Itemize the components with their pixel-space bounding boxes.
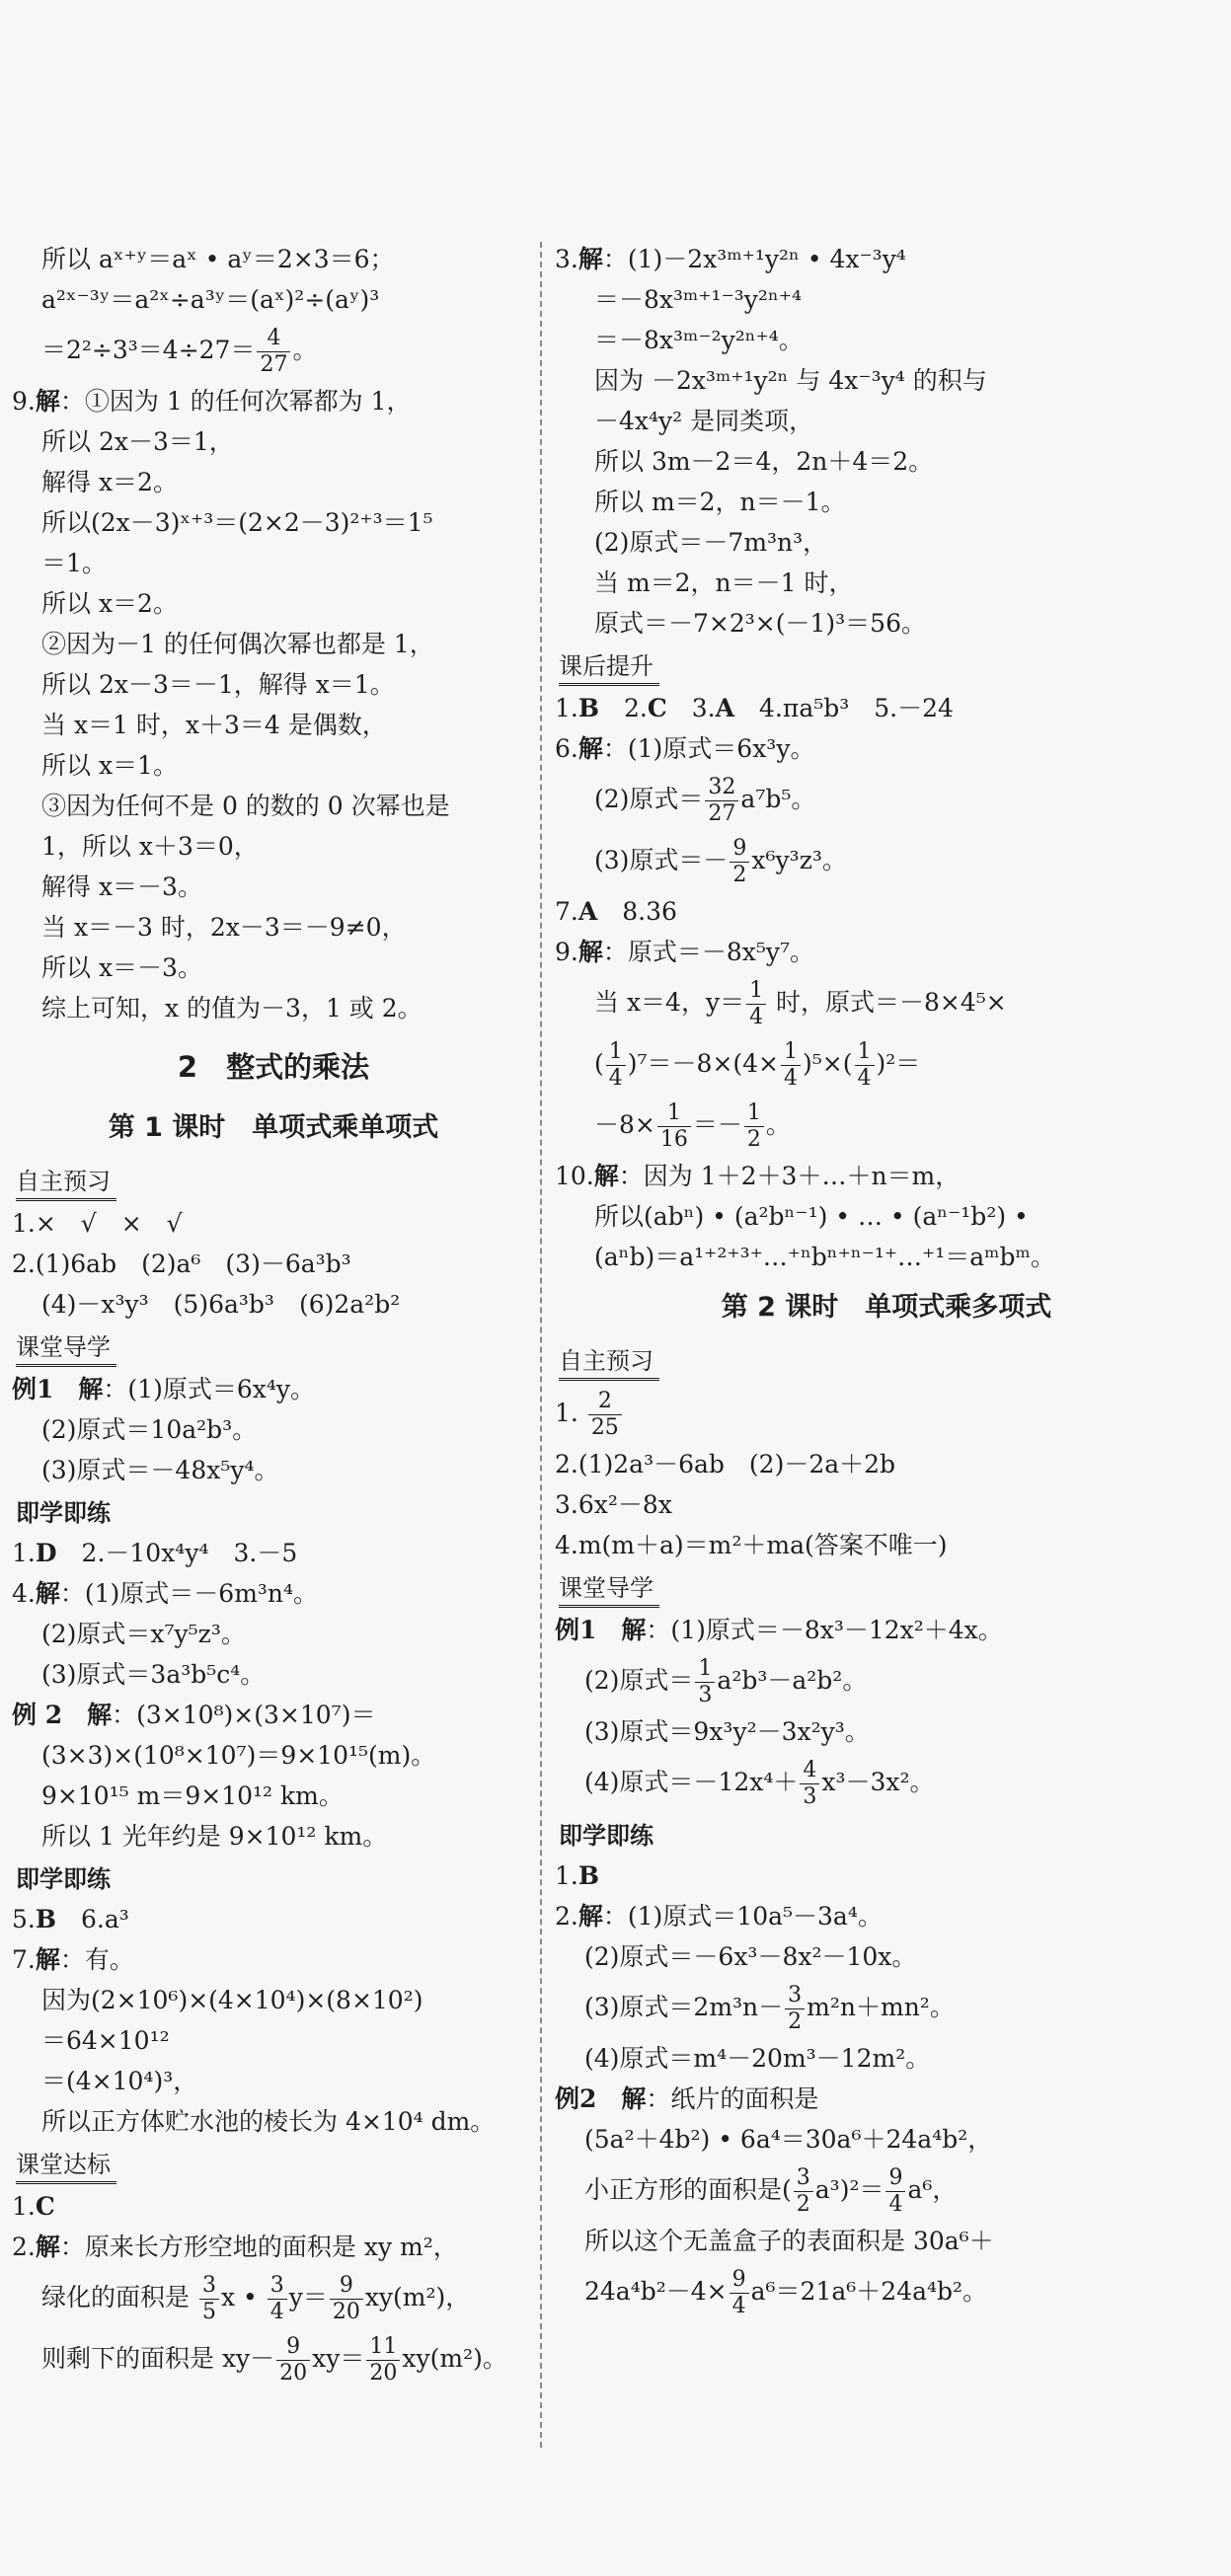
- section-heading-row: [12, 1856, 535, 1899]
- answer-line: 7.解：有。: [12, 1945, 134, 1974]
- answer-line: (4)－x³y³ (5)6a³b³ (6)2a²b²: [41, 1290, 401, 1319]
- answer-line: 因为(2×10⁶)×(4×10⁴)×(8×10²): [41, 1986, 423, 2014]
- answer-line: －8× $\frac{1}{16}$ ＝－ $\frac{1}{2}$ 。: [594, 1100, 791, 1152]
- answer-line: 所以(abⁿ) • (a²bⁿ⁻¹) • … • (aⁿ⁻¹b²) •: [594, 1202, 1029, 1231]
- answer-line: 所以 2x－3＝－1，解得 x＝1。: [41, 670, 395, 699]
- fraction: $\frac{1}{16}$: [657, 1100, 691, 1153]
- fraction: $\frac{1}{4}$: [606, 1039, 626, 1092]
- answer-line: 1.B 2.C 3.A 4.πa⁵b³ 5.－24: [555, 694, 954, 722]
- fraction: $\frac{32}{27}$: [705, 775, 738, 827]
- section-heading: 自主预习: [16, 1165, 116, 1201]
- answer-line: (4)原式＝m⁴－20m³－12m²。: [584, 2044, 931, 2073]
- fraction: $\frac{9}{4}$: [885, 2165, 905, 2218]
- fraction: $\frac{3}{2}$: [785, 1983, 805, 2035]
- fraction: $\frac{1}{2}$: [744, 1100, 764, 1153]
- answer-line: 4.m(m＋a)＝m²＋ma(答案不唯一): [555, 1531, 948, 1559]
- column-divider: [540, 242, 542, 2448]
- section-heading: 课堂导学: [16, 1330, 116, 1367]
- fraction: $\frac{1}{4}$: [781, 1039, 801, 1092]
- fraction: $\frac{1}{3}$: [695, 1656, 715, 1708]
- section-heading-row: [12, 2142, 535, 2186]
- answer-line: 6.解：(1)原式＝6x³y。: [555, 734, 815, 763]
- answer-line: 9.解：①因为 1 的任何次幂都为 1，: [12, 387, 412, 416]
- answer-line: ＝－8x³ᵐ⁻²y²ⁿ⁺⁴。: [594, 326, 804, 354]
- answer-line: ＝(4×10⁴)³，: [41, 2067, 198, 2095]
- answer-line: ( $\frac{1}{4}$ )⁷＝－8×(4× $\frac{1}{4}$ )⁵×( $\frac{1}{4}$ )²＝: [594, 1039, 921, 1091]
- fraction: $\frac{4}{3}$: [800, 1758, 819, 1810]
- answer-line: (3)原式＝9x³y²－3x²y³。: [584, 1717, 870, 1746]
- fraction: $\frac{3}{5}$: [199, 2273, 219, 2325]
- answer-line: 则剩下的面积是 xy－ $\frac{9}{20}$ xy＝ $\frac{11}{20}$ xy(m²)。: [41, 2334, 507, 2386]
- answer-line: 所以 2x－3＝1，: [41, 427, 234, 456]
- answer-line: ③因为任何不是 0 的数的 0 次幂也是: [41, 792, 450, 820]
- answer-line: 当 x＝1 时，x＋3＝4 是偶数，: [41, 711, 387, 739]
- answer-line: 小正方形的面积是( $\frac{3}{2}$ a³)²＝ $\frac{9}{4}$ a⁶，: [584, 2165, 958, 2217]
- answer-line: 7.A 8.36: [555, 897, 677, 926]
- fraction: $\frac{1}{4}$: [746, 978, 766, 1030]
- answer-line: 9.解：原式＝－8x⁵y⁷。: [555, 938, 815, 966]
- answer-line: (2)原式＝ $\frac{32}{27}$ a⁷b⁵。: [594, 775, 816, 826]
- answer-line: 3.解：(1)－2x³ᵐ⁺¹y²ⁿ • 4x⁻³y⁴: [555, 245, 906, 273]
- answer-line: 1.B: [555, 1861, 599, 1890]
- fraction: $\frac{9}{2}$: [730, 836, 749, 888]
- answer-line: 所以 x＝－3。: [41, 953, 202, 982]
- fraction: $\frac{11}{20}$: [366, 2334, 400, 2387]
- answer-line: 2.解：原来长方形空地的面积是 xy m²，: [12, 2233, 458, 2261]
- answer-line: 1，所以 x＋3＝0，: [41, 832, 259, 861]
- answer-line: (2)原式＝10a²b³。: [41, 1415, 258, 1444]
- left-column: [12, 239, 535, 2450]
- fraction: $\frac{9}{4}$: [730, 2267, 749, 2319]
- answer-line: a²ˣ⁻³ʸ＝a²ˣ÷a³ʸ＝(aˣ)²÷(aʸ)³: [41, 285, 380, 314]
- answer-line: 所以 x＝1。: [41, 751, 178, 780]
- answer-line: (2)原式＝ $\frac{1}{3}$ a²b³－a²b²。: [584, 1656, 868, 1707]
- answer-line: 所以 1 光年约是 9×10¹² km。: [41, 1822, 388, 1851]
- answer-line: 综上可知，x 的值为－3，1 或 2。: [41, 994, 423, 1023]
- fraction: $\frac{3}{4}$: [268, 2273, 287, 2325]
- answer-line: 2.(1)6ab (2)a⁶ (3)－6a³b³: [12, 1250, 351, 1278]
- answer-line: 1.× √ × √: [12, 1209, 183, 1238]
- answer-line: 5.B 6.a³: [12, 1905, 129, 1933]
- answer-line: (2)原式＝－7m³n³，: [594, 528, 828, 557]
- fraction: $\frac{3}{2}$: [794, 2165, 813, 2218]
- section-heading-row: [555, 1565, 1218, 1610]
- answer-line: (3)原式＝2m³n－ $\frac{3}{2}$ m²n＋mn²。: [584, 1983, 955, 2034]
- answer-line: 所以 m＝2，n＝－1。: [594, 488, 846, 516]
- answer-line: 24a⁴b²－4× $\frac{9}{4}$ a⁶＝21a⁶＋24a⁴b²。: [584, 2267, 988, 2318]
- answer-line: 例1 解：(1)原式＝6x⁴y。: [12, 1375, 315, 1403]
- answer-line: (3×3)×(10⁸×10⁷)＝9×10¹⁵(m)。: [41, 1741, 436, 1770]
- answer-line: (aⁿb)＝a¹⁺²⁺³⁺…⁺ⁿbⁿ⁺ⁿ⁻¹⁺…⁺¹＝aᵐbᵐ。: [594, 1243, 1055, 1271]
- section-heading-row: [555, 1813, 1218, 1856]
- answer-line: ＝2²÷3³＝4÷27＝ $\frac{4}{27}$ 。: [41, 326, 318, 377]
- right-column: [555, 239, 1218, 2450]
- answer-line: (2)原式＝－6x³－8x²－10x。: [584, 1942, 917, 1971]
- answer-line: 例 2 解：(3×10⁸)×(3×10⁷)＝: [12, 1701, 376, 1729]
- fraction: $\frac{1}{4}$: [855, 1039, 875, 1092]
- section-heading: 即学即练: [559, 1822, 654, 1850]
- answer-line: 所以正方体贮水池的棱长为 4×10⁴ dm。: [41, 2107, 496, 2136]
- fraction: $\frac{9}{20}$: [330, 2273, 363, 2325]
- answer-line: 当 x＝－3 时，2x－3＝－9≠0，: [41, 913, 407, 942]
- answer-line: 当 x＝4，y＝ $\frac{1}{4}$ 时，原式＝－8×4⁵×: [594, 978, 1007, 1029]
- section-heading: 课后提升: [559, 649, 659, 686]
- section-title: 2 整式的乘法: [177, 1050, 370, 1084]
- answer-line: ②因为－1 的任何偶次幂也都是 1，: [41, 630, 434, 658]
- answer-line: 1.C: [12, 2192, 55, 2221]
- answer-line: 所以(2x－3)ˣ⁺³＝(2×2－3)²⁺³＝1⁵: [41, 508, 433, 537]
- answer-line: 例1 解：(1)原式＝－8x³－12x²＋4x。: [555, 1616, 1003, 1644]
- answer-line: 所以 3m－2＝4，2n＋4＝2。: [594, 447, 934, 476]
- answer-line: (4)原式＝－12x⁴＋ $\frac{4}{3}$ x³－3x²。: [584, 1758, 935, 1809]
- answer-line: 1.D 2.－10x⁴y⁴ 3.－5: [12, 1539, 298, 1567]
- answer-line: 因为 －2x³ᵐ⁺¹y²ⁿ 与 4x⁻³y⁴ 的积与: [594, 366, 987, 395]
- answer-line: 10.解：因为 1＋2＋3＋…＋n＝m，: [555, 1162, 961, 1190]
- answer-line: 例2 解：纸片的面积是: [555, 2084, 819, 2113]
- fraction: $\frac{4}{27}$: [257, 326, 290, 378]
- answer-line: 2.(1)2a³－6ab (2)－2a＋2b: [555, 1450, 896, 1478]
- answer-line: 1. $\frac{2}{25}$: [555, 1383, 1218, 1444]
- answer-line: (2)原式＝x⁷y⁵z³。: [41, 1620, 246, 1648]
- section-heading: 自主预习: [559, 1344, 659, 1381]
- section-heading: 即学即练: [16, 1499, 111, 1527]
- answer-line: ＝1。: [41, 549, 107, 577]
- answer-line: (3)原式＝3a³b⁵c⁴。: [41, 1660, 266, 1689]
- section-heading: 即学即练: [16, 1865, 111, 1893]
- answer-line: ＝64×10¹²: [41, 2026, 170, 2055]
- section-heading-row: [12, 1325, 535, 1369]
- answer-line: 绿化的面积是 $\frac{3}{5}$ x • $\frac{3}{4}$ y＝ $\frac{9}{20}$ xy(m²)，: [41, 2273, 471, 2324]
- answer-line: 2.解：(1)原式＝10a⁵－3a⁴。: [555, 1902, 883, 1931]
- section-heading-row: [12, 1490, 535, 1533]
- section-heading-row: [555, 1338, 1218, 1383]
- fraction: $\frac{2}{25}$: [588, 1389, 622, 1441]
- section-heading-row: [555, 644, 1218, 688]
- answer-line: 9×10¹⁵ m＝9×10¹² km。: [41, 1781, 344, 1810]
- lesson-title: 第 1 课时 单项式乘单项式: [108, 1112, 439, 1143]
- answer-line: 4.解：(1)原式＝－6m³n⁴。: [12, 1579, 319, 1608]
- answer-line: 所以 aˣ⁺ʸ＝aˣ • aʸ＝2×3＝6；: [41, 245, 395, 273]
- answer-line: 3.6x²－8x: [555, 1490, 672, 1519]
- answer-line: －4x⁴y² 是同类项，: [594, 407, 814, 435]
- answer-line: 当 m＝2，n＝－1 时，: [594, 568, 854, 597]
- answer-line: 所以这个无盖盒子的表面积是 30a⁶＋: [584, 2227, 994, 2255]
- answer-line: (3)原式＝－48x⁵y⁴。: [41, 1456, 279, 1484]
- section-heading-row: [12, 1159, 535, 1203]
- answer-line: ＝－8x³ᵐ⁺¹⁻³y²ⁿ⁺⁴: [594, 285, 802, 314]
- answer-line: 解得 x＝－3。: [41, 872, 202, 901]
- answer-line: (5a²＋4b²) • 6a⁴＝30a⁶＋24a⁴b²，: [584, 2125, 993, 2154]
- answer-line: 所以 x＝2。: [41, 589, 178, 618]
- fraction: $\frac{9}{20}$: [276, 2334, 310, 2387]
- section-heading: 课堂达标: [16, 2148, 116, 2184]
- answer-line: 解得 x＝2。: [41, 468, 178, 496]
- answer-line: 原式＝－7×2³×(－1)³＝56。: [594, 609, 926, 638]
- lesson-title: 第 2 课时 单项式乘多项式: [721, 1292, 1052, 1323]
- answer-line: (3)原式＝－ $\frac{9}{2}$ x⁶y³z³。: [594, 836, 847, 887]
- section-heading: 课堂导学: [559, 1571, 659, 1608]
